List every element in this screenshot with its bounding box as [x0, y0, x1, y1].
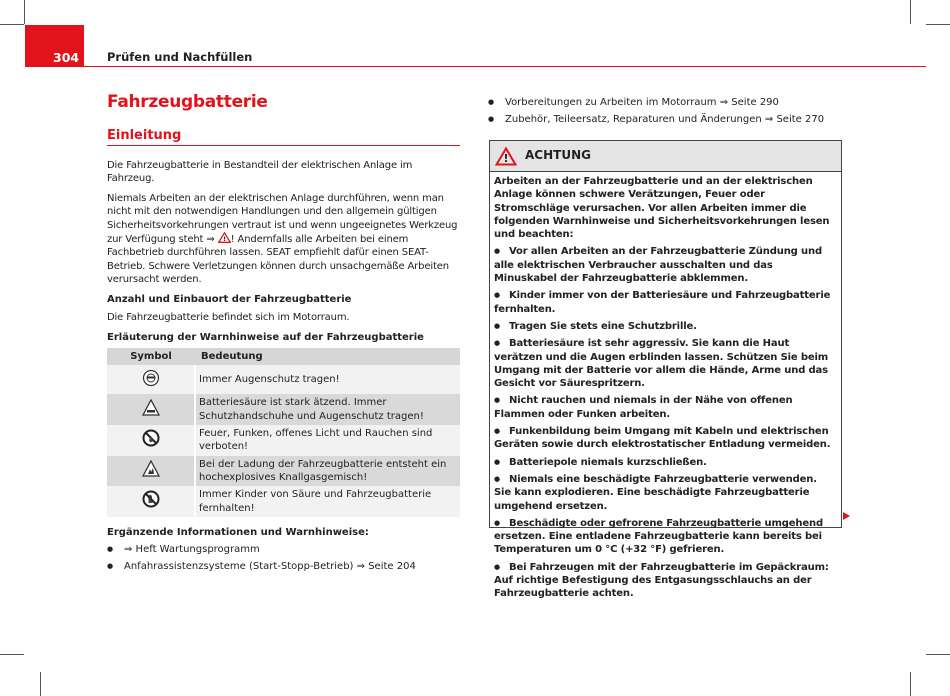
bullet-icon: ● — [494, 247, 500, 256]
header-rule — [84, 66, 926, 67]
crop-mark — [926, 654, 950, 655]
row-text: Immer Augenschutz tragen! — [195, 365, 460, 394]
bullet-icon: ● — [494, 457, 500, 466]
more-info-list — [107, 543, 460, 574]
warning-item-text: Nicht rauchen und niemals in der Nähe von offenen Flammen oder Funken arbeiten. — [494, 395, 793, 420]
more-info-list-cont — [488, 96, 842, 127]
safety-paragraph — [107, 192, 460, 286]
warning-triangle-icon — [495, 147, 517, 166]
section-title: Einleitung — [107, 129, 460, 145]
warning-box — [489, 140, 842, 600]
warning-item — [494, 289, 837, 316]
svg-text:!: ! — [503, 151, 509, 165]
row-text: Batteriesäure ist stark ätzend. Immer Schutzhandschuhe und Augenschutz tragen! — [195, 394, 460, 425]
bullet-icon: ● — [494, 339, 500, 348]
bullet-icon: ● — [494, 474, 500, 483]
table-row — [107, 394, 460, 425]
table-heading: Erläuterung der Warnhinweise auf der Fahrzeugbatterie — [107, 331, 424, 343]
table-row — [107, 365, 460, 394]
bullet-icon: ● — [494, 291, 500, 300]
no-fire-icon — [142, 429, 160, 447]
page-number: 304 — [25, 25, 84, 67]
chapter-title: Prüfen und Nachfüllen — [107, 50, 253, 64]
col-symbol: Symbol — [107, 348, 195, 365]
warning-intro: Arbeiten an der Fahrzeugbatterie und an der elektrischen Anlage können schwere Verätzungen, Feuer oder Stromschläge verursachen. Vor allen Arbeiten immer die folgenden Warnhinweise und Sicherheitsvorkehrungen lesen und beachten: — [494, 176, 830, 241]
warning-item-text: Funkenbildung beim Umgang mit Kabeln und elektrischen Geräten sowie durch elektrostatischer Entladung vermeiden. — [494, 426, 831, 451]
list-item[interactable]: ● ⇒ Heft Wartungsprogramm — [107, 543, 460, 556]
warning-body — [490, 172, 841, 608]
crop-mark — [0, 654, 24, 655]
warning-triangle-icon[interactable] — [218, 232, 231, 243]
warning-item — [494, 394, 837, 421]
location-text: Die Fahrzeugbatterie befindet sich im Motorraum. — [107, 311, 350, 323]
warning-item-text: Kinder immer von der Batteriesäure und Fahrzeugbatterie fernhalten. — [494, 290, 831, 315]
warning-item — [494, 245, 837, 285]
warning-item-text: Batteriesäure ist sehr aggressiv. Sie kann die Haut verätzen und die Augen erblinden lassen. Schützen Sie beim Umgang mit der Batterie vor allem die Hände, Arme und das Gesicht vor Säurespritzern. — [494, 338, 829, 390]
warning-symbols-table — [107, 348, 460, 517]
warning-item — [494, 456, 837, 469]
explosive-icon — [142, 460, 160, 478]
warning-item — [494, 320, 837, 333]
bullet-icon: ● — [494, 562, 500, 571]
intro-paragraph: Die Fahrzeugbatterie in Bestandteil der elektrischen Anlage im Fahrzeug. — [107, 159, 413, 184]
row-text: Immer Kinder von Säure und Fahrzeugbatterie fernhalten! — [195, 486, 460, 517]
warning-title: ACHTUNG — [525, 148, 591, 163]
crop-mark — [40, 672, 41, 696]
list-item[interactable]: ● Vorbereitungen zu Arbeiten im Motorraum ⇒ Seite 290 — [488, 96, 842, 109]
warning-item-text: Bei Fahrzeugen mit der Fahrzeugbatterie im Gepäckraum: Auf richtige Befestigung des Entgasungsschlauchs an der Fahrzeugbatterie achten. — [494, 561, 829, 600]
bullet-icon: ● — [494, 396, 500, 405]
warning-item-text: Niemals eine beschädigte Fahrzeugbatterie verwenden. Sie kann explodieren. Eine beschädigte Fahrzeugbatterie umgehend ersetzen. — [494, 473, 817, 512]
continue-arrow-icon — [843, 512, 850, 520]
bullet-icon: ● — [494, 427, 500, 436]
crop-mark — [24, 0, 25, 24]
crop-mark — [910, 0, 911, 24]
table-row — [107, 456, 460, 487]
acid-corrosive-icon — [142, 399, 160, 417]
svg-text:!: ! — [222, 235, 226, 244]
safety-text: Niemals Arbeiten an der elektrischen Anlage durchführen, wenn man nicht mit den notwendigen Handlungen und den allgemein gültigen Sicherheitsvorkehrungen vertraut ist und wenn ungeeignetes Werkzeug zur Verfügung steht ⇒ — [107, 193, 458, 246]
warning-item-text: Batteriepole niemals kurzschließen. — [508, 456, 707, 468]
warning-item — [494, 473, 837, 513]
left-column — [107, 92, 460, 578]
more-info-heading: Ergänzende Informationen und Warnhinweise: — [107, 526, 369, 538]
crop-mark — [926, 24, 950, 25]
warning-item — [494, 561, 837, 601]
page-title: Fahrzeugbatterie — [107, 92, 268, 112]
warning-item-text: Vor allen Arbeiten an der Fahrzeugbatterie Zündung und alle elektrischen Verbraucher ausschalten und das Minuskabel der Fahrzeugbatterie abklemmen. — [494, 246, 822, 285]
warning-header — [490, 141, 841, 172]
crop-mark — [910, 672, 911, 696]
warning-item-text: Tragen Sie stets eine Schutzbrille. — [508, 320, 697, 332]
col-meaning: Bedeutung — [195, 348, 460, 365]
safety-text-cont: ! Andernfalls alle Arbeiten bei einem Fachbetrieb durchführen lassen. SEAT empfiehlt dafür einen SEAT-Betrieb. Schwere Verletzungen können durch unsachgemäße Arbeiten verursacht werden. — [107, 234, 449, 285]
warning-item — [494, 517, 837, 557]
location-heading: Anzahl und Einbauort der Fahrzeugbatterie — [107, 294, 352, 306]
list-item[interactable]: ● Anfahrassistenzsysteme (Start-Stopp-Betrieb) ⇒ Seite 204 — [107, 560, 460, 573]
bullet-icon: ● — [494, 321, 500, 330]
warning-item — [494, 425, 837, 452]
crop-mark — [0, 24, 24, 25]
table-row — [107, 486, 460, 517]
row-text: Feuer, Funken, offenes Licht und Rauchen sind verboten! — [195, 425, 460, 456]
right-column — [488, 96, 842, 131]
bullet-icon: ● — [494, 518, 500, 527]
keep-children-away-icon — [142, 490, 160, 508]
table-row — [107, 425, 460, 456]
warning-item-text: Beschädigte oder gefrorene Fahrzeugbatterie umgehend ersetzen. Eine entladene Fahrzeugbatterie kann bereits bei Temperaturen um 0 °C (+32 °F) gefrieren. — [494, 517, 823, 556]
list-item[interactable]: ● Zubehör, Teileersatz, Reparaturen und Änderungen ⇒ Seite 270 — [488, 113, 842, 126]
warning-item — [494, 337, 837, 390]
row-text: Bei der Ladung der Fahrzeugbatterie entsteht ein hochexplosives Knallgasgemisch! — [195, 456, 460, 487]
eye-protection-icon — [142, 369, 160, 387]
